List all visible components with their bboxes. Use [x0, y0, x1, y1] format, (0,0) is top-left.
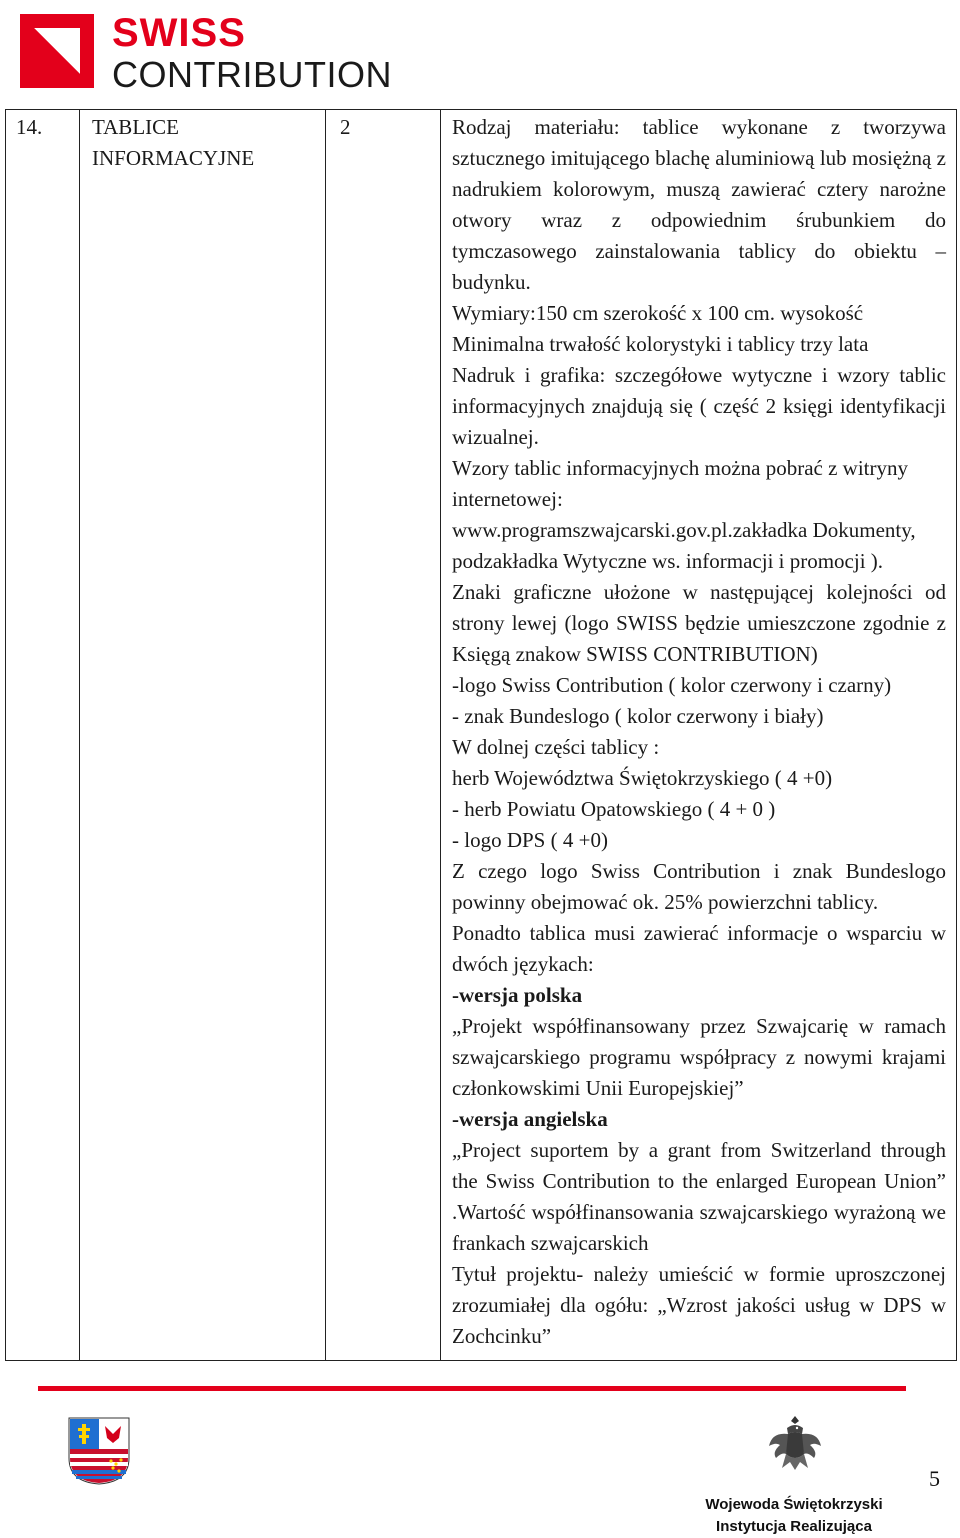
desc-bundeslogo: - znak Bundeslogo ( kolor czerwony i biały): [452, 704, 824, 728]
desc-english-text: „Project suportem by a grant from Switzerland through the Swiss Contribution to the enlarged European Union” .Wartość współfinansowania szwajcarskiego wyrażoną we frankach szwajcarskich: [452, 1138, 946, 1255]
specification-table: [5, 109, 957, 1361]
desc-sign-order: Znaki graficzne ułożone w następującej kolejności od strony lewej (logo SWISS będzie umieszczone zgodnie z Księgą znakow SWISS CONTRIBUTION): [452, 580, 946, 666]
polish-version-label: -wersja polska: [452, 983, 583, 1007]
quantity-cell: [326, 110, 441, 1361]
item-name-line-2: INFORMACYJNE: [92, 146, 255, 170]
coat-of-arms-swietokrzyskie-icon: [67, 1416, 131, 1486]
desc-print-graphics: Nadruk i grafika: szczegółowe wytyczne i wzory tablic informacyjnych znajdują się ( część 2 księgi identyfikacji wizualnej.: [452, 363, 946, 449]
quantity: 2: [340, 115, 351, 139]
desc-website: www.programszwajcarski.gov.pl.zakładka Dokumenty, podzakładka Wytyczne ws. informacji i promocji ).: [452, 518, 916, 573]
desc-material: Rodzaj materiału: tablice wykonane z tworzywa sztucznego imitującego blachę aluminiową lub mosiężną z nadrukiem kolorowym, muszą zawierać cztery narożne otwory wraz z odpowiednim śrubunkiem do tymczasowego zainstalowania tablicy do obiektu – budynku.: [452, 115, 946, 294]
swiss-contribution-logo: [20, 11, 400, 95]
footer-institution: [680, 1494, 908, 1538]
desc-languages: Ponadto tablica musi zawierać informacje o wsparciu w dwóch językach:: [452, 921, 946, 976]
logo-line-2: CONTRIBUTION: [112, 54, 392, 95]
item-name-line-1: TABLICE: [92, 115, 179, 139]
row-number-cell: [6, 110, 80, 1361]
desc-coverage: Z czego logo Swiss Contribution i znak Bundeslogo powinny obejmować ok. 25% powierzchni tablicy.: [452, 859, 946, 914]
row-number: 14.: [16, 115, 43, 139]
desc-english-heading: [452, 1104, 946, 1135]
desc-logo-dps: - logo DPS ( 4 +0): [452, 828, 608, 852]
footer-line-1: Wojewoda Świętokrzyski: [705, 1496, 883, 1513]
desc-polish-heading: [452, 980, 946, 1011]
desc-logo-swiss: -logo Swiss Contribution ( kolor czerwony i czarny): [452, 673, 892, 697]
description-cell: [441, 110, 957, 1361]
desc-herb-wojewodztwa: herb Województwa Świętokrzyskiego ( 4 +0): [452, 766, 833, 790]
desc-durability: Minimalna trwałość kolorystyki i tablicy trzy lata: [452, 332, 869, 356]
footer-line-2: Instytucja Realizująca: [716, 1518, 872, 1535]
polish-eagle-icon: [766, 1412, 824, 1474]
logo-red-square-icon: [20, 14, 94, 88]
desc-herb-powiatu: - herb Powiatu Opatowskiego ( 4 + 0 ): [452, 797, 776, 821]
item-name-cell: [80, 110, 326, 1361]
desc-bottom-part: W dolnej części tablicy :: [452, 735, 660, 759]
desc-polish-text: „Projekt współfinansowany przez Szwajcarię w ramach szwajcarskiego programu współpracy z nowymi krajami członkowskimi Unii Europejskiej”: [452, 1014, 946, 1100]
logo-text: [112, 12, 392, 94]
desc-dimensions: Wymiary:150 cm szerokość x 100 cm. wysokość: [452, 301, 864, 325]
desc-project-title: Tytuł projektu- należy umieścić w formie uproszczonej zrozumiałej dla ogółu: „Wzrost jakości usług w DPS w Zochcinku”: [452, 1262, 946, 1348]
table-row: [6, 110, 957, 1361]
logo-line-1: SWISS: [112, 11, 246, 55]
english-version-label: -wersja angielska: [452, 1107, 608, 1131]
desc-templates: Wzory tablic informacyjnych można pobrać z witryny internetowej:: [452, 456, 908, 511]
page-number: 5: [929, 1466, 940, 1491]
footer-red-line: [38, 1386, 906, 1391]
